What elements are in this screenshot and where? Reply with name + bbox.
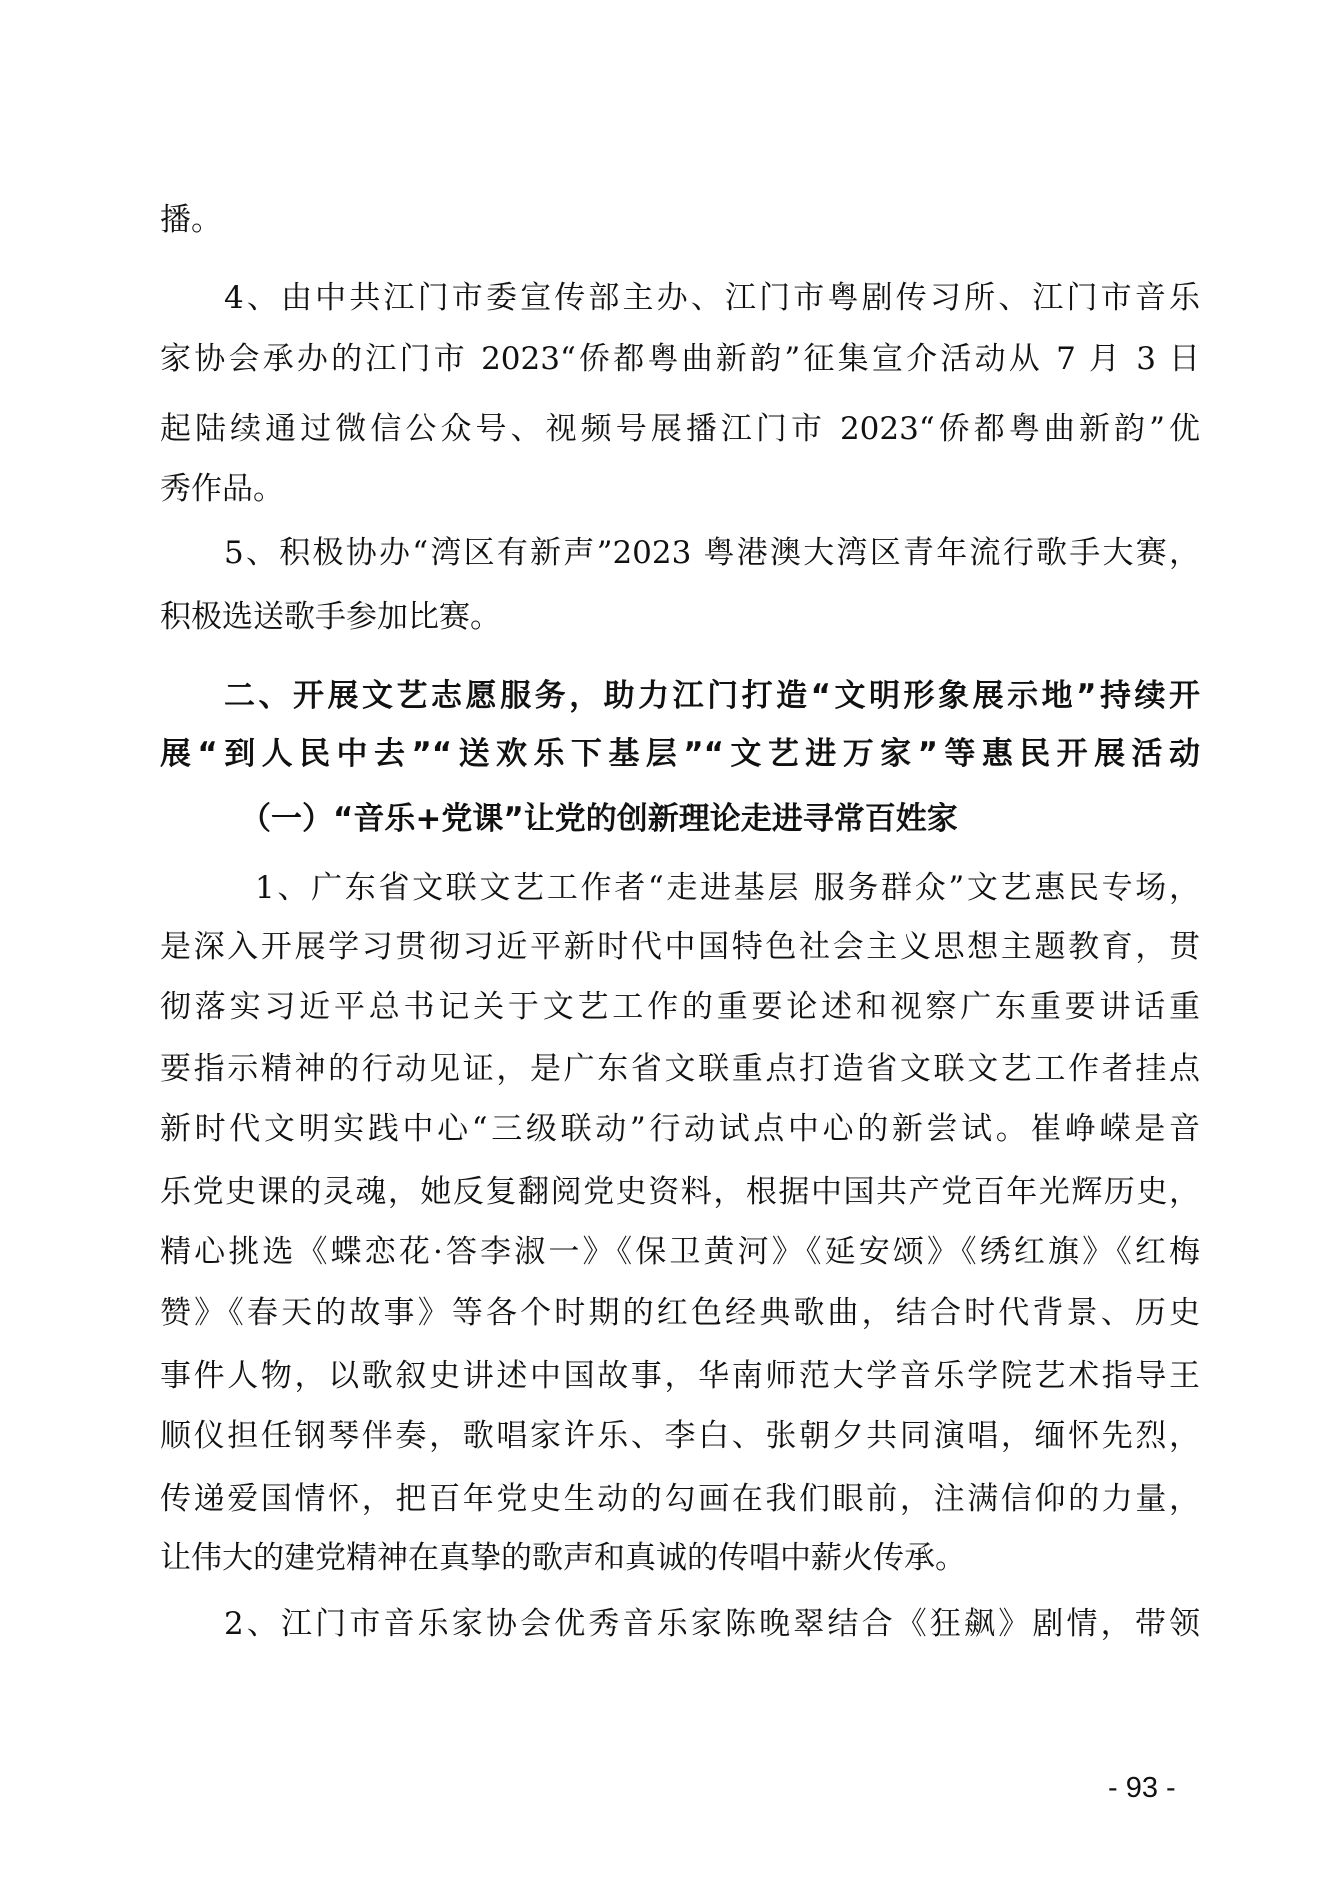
paragraph-line: 赞》《春天的故事》等各个时期的红色经典歌曲，结合时代背景、历史 [160,1295,1200,1331]
paragraph-line: 播。 [160,202,222,238]
paragraph-line: 事件人物，以歌叙史讲述中国故事，华南师范大学音乐学院艺术指导王 [160,1358,1200,1394]
paragraph-line: 彻落实习近平总书记关于文艺工作的重要论述和视察广东重要讲话重 [160,989,1200,1025]
paragraph-line: 顺仪担任钢琴伴奏，歌唱家许乐、李白、张朝夕共同演唱，缅怀先烈， [160,1418,1200,1454]
sub-heading: （一）“音乐+党课”让党的创新理论走进寻常百姓家 [240,801,958,837]
paragraph-line: 要指示精神的行动见证，是广东省文联重点打造省文联文艺工作者挂点 [160,1051,1200,1087]
paragraph-line: 传递爱国情怀，把百年党史生动的勾画在我们眼前，注满信仰的力量， [160,1481,1200,1517]
section-heading: 二、开展文艺志愿服务，助力江门打造“文明形象展示地”持续开 [224,678,1200,714]
paragraph-line: 秀作品。 [160,471,284,507]
paragraph-line: 起陆续通过微信公众号、视频号展播江门市 2023“侨都粤曲新韵”优 [160,411,1200,447]
paragraph-line: 4、由中共江门市委宣传部主办、江门市粤剧传习所、江门市音乐 [224,280,1200,316]
paragraph-line: 乐党史课的灵魂，她反复翻阅党史资料，根据中国共产党百年光辉历史， [160,1174,1200,1210]
paragraph-line: 让伟大的建党精神在真挚的歌声和真诚的传唱中薪火传承。 [160,1540,966,1576]
paragraph-line: 是深入开展学习贯彻习近平新时代中国特色社会主义思想主题教育，贯 [160,929,1200,965]
page-number: - 93 - [1108,1772,1176,1804]
paragraph-line: 精心挑选《蝶恋花·答李淑一》《保卫黄河》《延安颂》《绣红旗》《红梅 [160,1234,1200,1270]
section-heading: 展“到人民中去”“送欢乐下基层”“文艺进万家”等惠民开展活动 [160,736,1200,772]
paragraph-line: 1、广东省文联文艺工作者“走进基层 服务群众”文艺惠民专场， [255,870,1200,906]
paragraph-line: 5、积极协办“湾区有新声”2023 粤港澳大湾区青年流行歌手大赛， [224,535,1200,571]
paragraph-line: 新时代文明实践中心“三级联动”行动试点中心的新尝试。崔峥嵘是音 [160,1111,1200,1147]
paragraph-line: 家协会承办的江门市 2023“侨都粤曲新韵”征集宣介活动从 7 月 3 日 [160,341,1200,377]
paragraph-line: 积极选送歌手参加比赛。 [160,599,501,635]
paragraph-line: 2、江门市音乐家协会优秀音乐家陈晚翠结合《狂飙》剧情，带领 [224,1606,1200,1642]
